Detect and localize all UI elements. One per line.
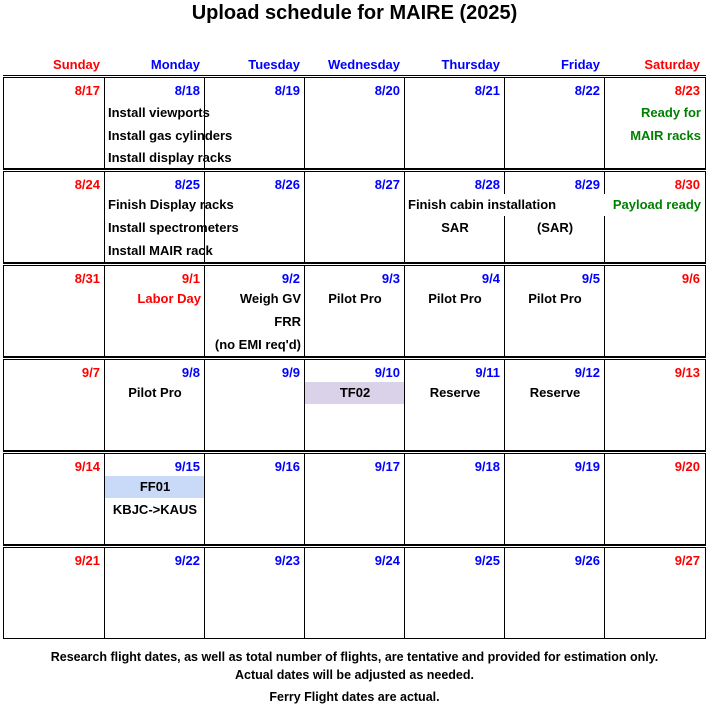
calendar-week [3,453,706,545]
event-pilot-pro: Pilot Pro [128,385,182,400]
day-date: 9/24 [374,553,400,568]
day-cell [404,548,504,638]
day-date: 8/28 [474,177,500,192]
day-date: 9/16 [274,459,300,474]
footer-note-adjusted: Actual dates will be adjusted as needed. [235,668,474,682]
day-cell [404,172,557,262]
event-ready-for: Ready for [641,105,701,120]
day-date: 8/22 [574,83,600,98]
day-cell [4,360,104,450]
day-date: 9/22 [174,553,200,568]
day-date: 8/24 [74,177,100,192]
day-cell [4,548,104,638]
event-payload-ready: Payload ready [612,197,701,212]
event-sar: SAR [441,220,469,235]
event-finish-cabin-installation: Finish cabin installation [405,194,605,216]
day-date: 9/2 [281,271,300,286]
day-date: 9/23 [274,553,300,568]
day-date: 9/6 [681,271,700,286]
day-date: 9/7 [81,365,100,380]
day-header-row [4,57,704,75]
day-cell [304,172,404,262]
calendar-week [3,265,706,357]
day-cell [404,454,504,544]
day-date: 8/27 [374,177,400,192]
day-header-thursday: Thursday [441,57,500,72]
event-reserve: Reserve [529,385,581,400]
event-finish-display-racks: Finish Display racks [108,197,234,212]
calendar-week [3,171,706,263]
day-cell [504,266,604,356]
day-date: 8/29 [574,177,600,192]
day-date: 9/27 [674,553,700,568]
event-pilot-pro: Pilot Pro [428,291,482,306]
day-cell [304,454,404,544]
day-cell [204,454,304,544]
day-cell [504,548,604,638]
day-date: 9/12 [574,365,600,380]
day-date: 9/17 [374,459,400,474]
event-install-gas-cylinders: Install gas cylinders [108,128,233,143]
day-header-tuesday: Tuesday [248,57,300,72]
event-no-emi: (no EMI req'd) [214,337,301,352]
day-cell [104,266,204,356]
day-cell [104,78,233,168]
day-cell [104,172,239,262]
day-header-sunday: Sunday [53,57,100,72]
day-cell [404,360,504,450]
day-cell [4,454,104,544]
footer-note-ferry: Ferry Flight dates are actual. [269,690,440,704]
day-date: 9/13 [674,365,700,380]
day-cell [4,266,104,356]
day-date: 9/4 [481,271,500,286]
event-pilot-pro: Pilot Pro [328,291,382,306]
day-date: 8/25 [174,177,200,192]
day-cell [504,78,604,168]
day-cell [4,78,104,168]
day-date: 9/11 [475,365,500,380]
day-cell [304,360,404,450]
day-cell [104,360,204,450]
day-cell [604,360,704,450]
day-cell [104,454,204,544]
day-date: 9/3 [381,271,400,286]
event-test-flight-tf02: TF02 [305,382,405,404]
day-cell [604,78,704,168]
day-date: 8/30 [674,177,700,192]
day-date: 9/15 [174,459,200,474]
day-date: 9/14 [74,459,100,474]
day-cell [204,172,304,262]
day-cell [4,172,104,262]
day-header-wednesday: Wednesday [327,57,400,72]
day-date: 8/17 [74,83,100,98]
day-date: 8/20 [374,83,400,98]
day-date: 9/1 [181,271,200,286]
day-date: 8/23 [674,83,700,98]
day-date: 9/25 [474,553,500,568]
day-date: 8/18 [174,83,200,98]
day-date: 8/26 [274,177,300,192]
day-cell [304,548,404,638]
day-date: 9/18 [474,459,500,474]
event-install-spectrometers: Install spectrometers [108,220,239,235]
day-date: 9/26 [574,553,600,568]
day-cell [204,548,304,638]
event-pilot-pro: Pilot Pro [528,291,582,306]
day-date: 8/21 [474,83,500,98]
day-cell [204,78,304,168]
day-cell [604,548,704,638]
day-header-saturday: Saturday [644,57,700,72]
day-cell [104,548,204,638]
footer-note-tentative: Research flight dates, as well as total number of flights, are tentative and provided for estimation only. [50,650,659,664]
page-title: Upload schedule for MAIRE (2025) [191,2,518,24]
event-weigh-gv: Weigh GV [239,291,301,306]
day-cell [504,454,604,544]
day-date: 9/9 [281,365,300,380]
day-header-monday: Monday [150,57,200,72]
calendar-week [3,77,706,169]
day-cell [604,266,704,356]
event-mair-racks: MAIR racks [630,128,701,143]
calendar-week [3,359,706,451]
day-cell [604,172,704,262]
day-date: 8/19 [274,83,300,98]
event-reserve: Reserve [429,385,481,400]
day-cell [204,360,304,450]
day-cell [604,454,704,544]
day-cell [504,172,604,262]
event-ferry-flight-ff01: FF01 [105,476,205,498]
day-date: 9/5 [581,271,600,286]
day-header-friday: Friday [560,57,600,72]
calendar-grid [3,77,706,641]
day-cell [404,266,504,356]
day-cell [204,266,304,356]
day-date: 9/19 [574,459,600,474]
day-date: 9/20 [674,459,700,474]
calendar-week [3,547,706,639]
day-date: 8/31 [74,271,100,286]
day-date: 9/10 [374,365,400,380]
day-cell [404,78,504,168]
event-sar-tentative: (SAR) [536,220,574,235]
event-labor-day: Labor Day [137,291,201,306]
event-install-display-racks: Install display racks [108,150,232,165]
footer-notes [0,648,709,706]
event-route-kbjc-kaus: KBJC->KAUS [112,502,198,517]
day-date: 9/8 [181,365,200,380]
day-date: 9/21 [74,553,100,568]
day-cell [304,266,404,356]
event-install-mair-rack: Install MAIR rack [108,243,213,258]
day-cell [504,360,604,450]
event-frr: FRR [274,314,301,329]
event-install-viewports: Install viewports [108,105,210,120]
day-cell [304,78,404,168]
